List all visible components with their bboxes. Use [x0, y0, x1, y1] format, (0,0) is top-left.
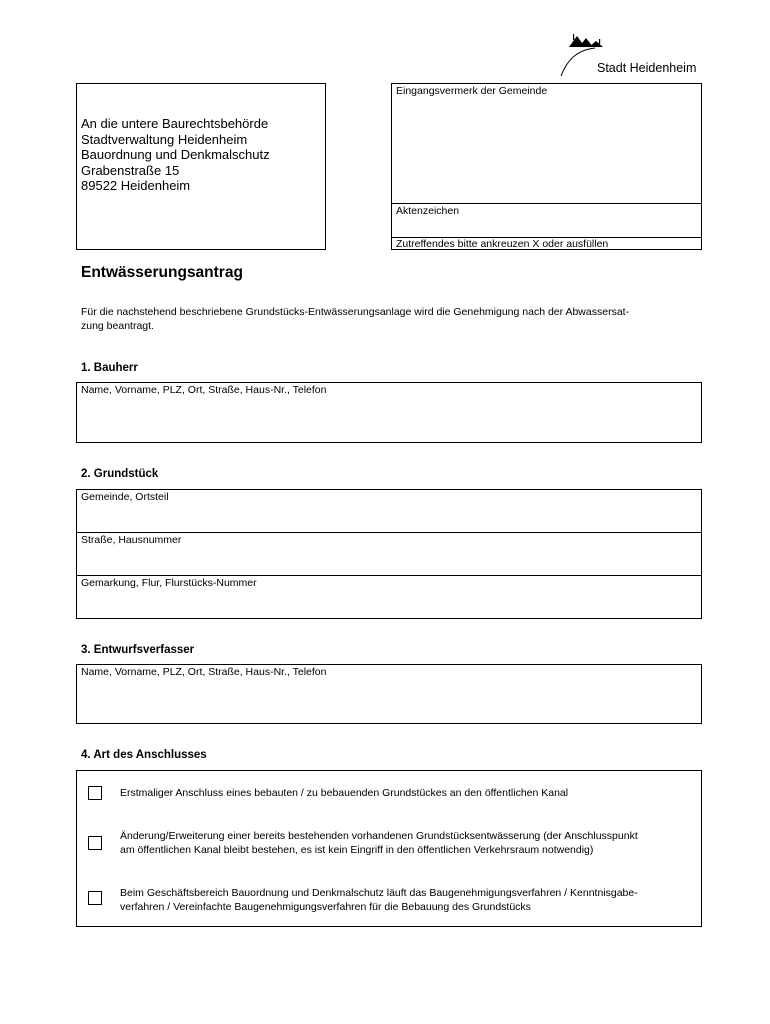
divider [392, 203, 701, 204]
strasse-field[interactable] [77, 533, 701, 575]
entwurfsverfasser-field[interactable] [76, 664, 702, 724]
receipt-label: Eingangsvermerk der Gemeinde [396, 85, 548, 97]
section-title-bauherr: 1. Bauherr [81, 362, 138, 374]
office-use-box [391, 83, 702, 250]
field-label: Name, Vorname, PLZ, Ort, Straße, Haus-Nr., Telefon [81, 666, 327, 678]
address-block [81, 116, 270, 194]
field-label: Name, Vorname, PLZ, Ort, Straße, Haus-Nr., Telefon [81, 384, 327, 396]
option-line: Erstmaliger Anschluss eines bebauten / zu bebauenden Grundstückes an den öffentlichen Kanal [120, 787, 569, 799]
anschluss-option-2-checkbox[interactable] [88, 836, 102, 850]
file-number-field[interactable] [392, 218, 701, 236]
address-line: An die untere Baurechtsbehörde [81, 116, 269, 131]
intro-line: Für die nachstehend beschriebene Grundstücks-Entwässerungsanlage wird die Genehmigung nach der Abwassersat- [81, 306, 630, 318]
address-line: 89522 Heidenheim [81, 178, 191, 193]
anschluss-option-2-text [120, 829, 700, 857]
address-line: Grabenstraße 15 [81, 162, 180, 178]
receipt-area[interactable] [392, 98, 701, 202]
bauherr-field[interactable] [76, 382, 702, 443]
address-line: Stadtverwaltung Heidenheim [81, 131, 248, 147]
section-title-grundstueck: 2. Grundstück [81, 468, 159, 480]
anschluss-option-3-text [120, 886, 700, 914]
grundstueck-box [76, 489, 702, 619]
instruction-text: Zutreffendes bitte ankreuzen X oder ausfüllen [396, 238, 609, 250]
file-number-label: Aktenzeichen [396, 205, 460, 217]
city-logo [555, 30, 705, 80]
logo-text: Stadt Heidenheim [597, 61, 697, 75]
intro-line: zung beantragt. [81, 320, 154, 332]
option-line: Änderung/Erweiterung einer bereits bestehenden vorhandenen Grundstücksentwässerung (der Anschlusspunkt [120, 830, 638, 842]
anschluss-option-1-checkbox[interactable] [88, 786, 102, 800]
intro-text [81, 305, 629, 333]
address-line: Bauordnung und Denkmalschutz [81, 147, 270, 162]
section-title-entwurfsverfasser: 3. Entwurfsverfasser [81, 644, 195, 656]
anschluss-option-1-text [120, 786, 700, 800]
form-title: Entwässerungsantrag [81, 264, 243, 281]
option-line: verfahren / Vereinfachte Baugenehmigungsverfahren für die Bebauung des Grundstücks [120, 901, 531, 913]
option-line: Beim Geschäftsbereich Bauordnung und Denkmalschutz läuft das Baugenehmigungsverfahren / Kenntnisgabe- [120, 887, 638, 899]
field-label: Gemeinde, Ortsteil [81, 491, 169, 503]
option-line: am öffentlichen Kanal bleibt bestehen, es ist kein Eingriff in den öffentlichen Verkehrsraum notwendig) [120, 844, 594, 856]
field-label: Straße, Hausnummer [81, 534, 182, 546]
field-label: Gemarkung, Flur, Flurstücks-Nummer [81, 577, 257, 589]
address-box [76, 83, 326, 250]
anschluss-option-3-checkbox[interactable] [88, 891, 102, 905]
gemarkung-field[interactable] [77, 576, 701, 618]
section-title-anschluss: 4. Art des Anschlusses [81, 749, 207, 761]
gemeinde-field[interactable] [77, 490, 701, 532]
